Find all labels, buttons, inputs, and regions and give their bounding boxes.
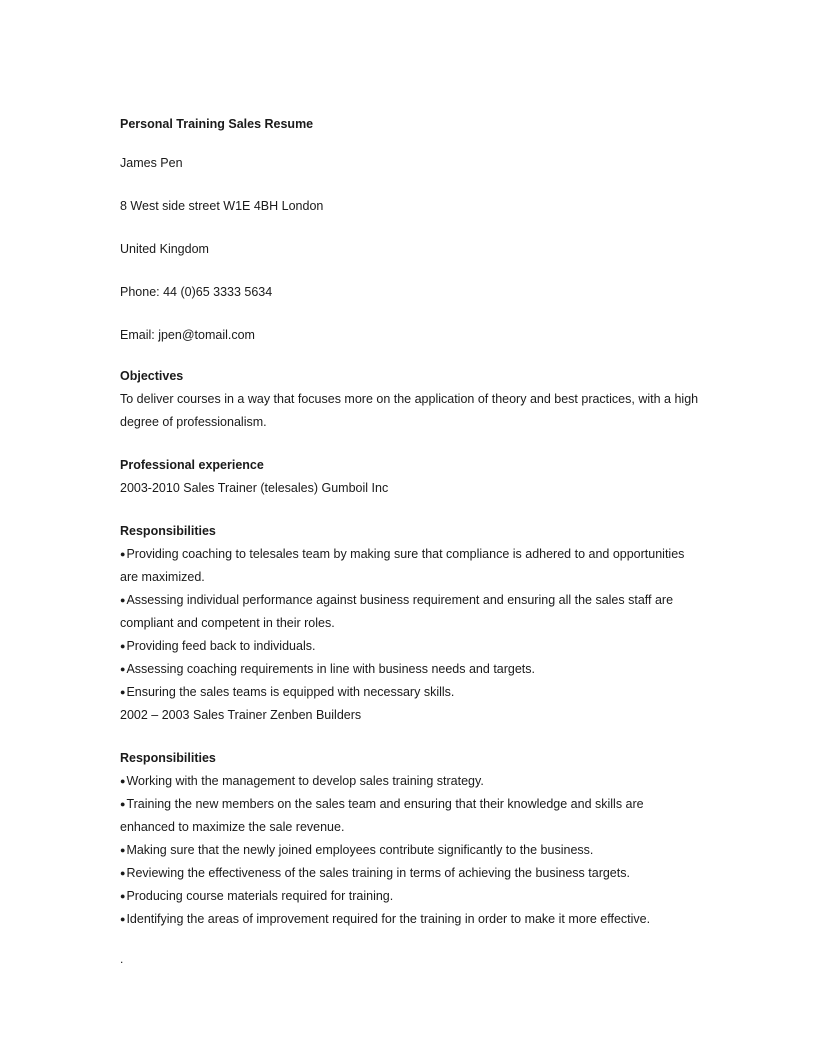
bullet-icon: ● xyxy=(120,776,126,786)
list-item-text: Training the new members on the sales team and ensuring that their knowledge and skills are enhanced to maximize the sale revenue. xyxy=(120,797,644,834)
list-item xyxy=(120,589,700,635)
list-item xyxy=(120,862,700,885)
resume-page xyxy=(120,114,700,967)
list-item xyxy=(120,839,700,862)
list-item xyxy=(120,908,700,931)
bullet-icon: ● xyxy=(120,549,126,559)
bullet-icon: ● xyxy=(120,664,126,674)
contact-name: James Pen xyxy=(120,156,183,170)
list-item-text: Producing course materials required for training. xyxy=(126,889,394,903)
list-item-text: Providing feed back to individuals. xyxy=(126,639,316,653)
bullet-icon: ● xyxy=(120,914,126,924)
job1-title-line: 2003-2010 Sales Trainer (telesales) Gumboil Inc xyxy=(120,481,389,495)
bullet-icon: ● xyxy=(120,641,126,651)
list-item xyxy=(120,681,700,704)
list-item xyxy=(120,658,700,681)
job2-responsibilities-list xyxy=(120,770,700,931)
list-item xyxy=(120,793,700,839)
list-item-text: Making sure that the newly joined employees contribute significantly to the business. xyxy=(126,843,594,857)
job1-responsibilities-heading: Responsibilities xyxy=(120,524,216,538)
list-item xyxy=(120,885,700,908)
experience-heading: Professional experience xyxy=(120,458,264,472)
trailing-mark: . xyxy=(120,952,124,966)
bullet-icon: ● xyxy=(120,687,126,697)
list-item xyxy=(120,770,700,793)
list-item xyxy=(120,543,700,589)
list-item-text: Providing coaching to telesales team by making sure that compliance is adhered to and opportunities are maximized. xyxy=(120,547,685,584)
list-item-text: Identifying the areas of improvement required for the training in order to make it more effective. xyxy=(126,912,651,926)
job2-title-line: 2002 – 2003 Sales Trainer Zenben Builders xyxy=(120,708,362,722)
list-item-text: Reviewing the effectiveness of the sales training in terms of achieving the business targets. xyxy=(126,866,630,880)
list-item-text: Assessing coaching requirements in line with business needs and targets. xyxy=(126,662,536,676)
objectives-heading: Objectives xyxy=(120,369,184,383)
list-item-text: Assessing individual performance against business requirement and ensuring all the sales staff are compliant and competent in their roles. xyxy=(120,593,674,630)
bullet-icon: ● xyxy=(120,799,126,809)
bullet-icon: ● xyxy=(120,891,126,901)
job1-responsibilities-list xyxy=(120,543,700,704)
bullet-icon: ● xyxy=(120,868,126,878)
list-item xyxy=(120,635,700,658)
bullet-icon: ● xyxy=(120,595,126,605)
objectives-text: To deliver courses in a way that focuses more on the application of theory and best practices, with a high degree of professionalism. xyxy=(120,392,699,429)
contact-address: 8 West side street W1E 4BH London xyxy=(120,199,324,213)
list-item-text: Working with the management to develop sales training strategy. xyxy=(126,774,484,788)
job2-responsibilities-heading: Responsibilities xyxy=(120,751,216,765)
contact-country: United Kingdom xyxy=(120,242,209,256)
list-item-text: Ensuring the sales teams is equipped with necessary skills. xyxy=(126,685,455,699)
contact-phone: Phone: 44 (0)65 3333 5634 xyxy=(120,285,273,299)
document-title: Personal Training Sales Resume xyxy=(120,117,314,131)
contact-email: Email: jpen@tomail.com xyxy=(120,328,255,342)
bullet-icon: ● xyxy=(120,845,126,855)
